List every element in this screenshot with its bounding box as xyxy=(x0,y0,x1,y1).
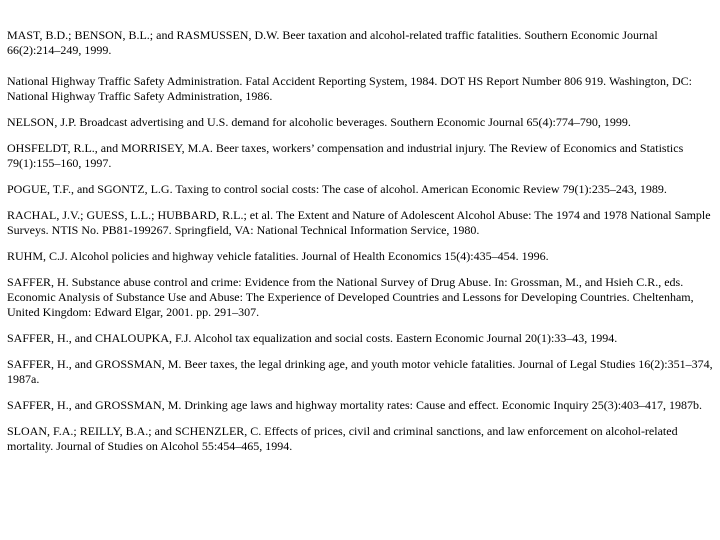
reference-entry-ohsfeldt: OHSFELDT, R.L., and MORRISEY, M.A. Beer taxes, workers’ compensation and industrial injury. The Review of Economics and Statistics 79(1):155–160, 1997. xyxy=(7,141,684,170)
reference-entry-ruhm: RUHM, C.J. Alcohol policies and highway vehicle fatalities. Journal of Health Economics 15(4):435–454. 1996. xyxy=(7,249,549,263)
reference-entry-saffer-grossman-1987b: SAFFER, H., and GROSSMAN, M. Drinking age laws and highway mortality rates: Cause and effect. Economic Inquiry 25(3):403–417, 1987b. xyxy=(7,398,703,412)
reference-entry-nhtsa: National Highway Traffic Safety Administration. Fatal Accident Reporting System, 1984. DOT HS Report Number 806 919. Washington, DC: National Highway Traffic Safety Administration, 1986. xyxy=(7,74,692,103)
reference-entry-mast: MAST, B.D.; BENSON, B.L.; and RASMUSSEN, D.W. Beer taxation and alcohol-related traffic fatalities. Southern Economic Journal 66(2):214–249, 1999. xyxy=(7,28,658,57)
reference-entry-nelson: NELSON, J.P. Broadcast advertising and U.S. demand for alcoholic beverages. Southern Economic Journal 65(4):774–790, 1999. xyxy=(7,115,631,129)
reference-list xyxy=(7,28,713,465)
reference-entry-pogue: POGUE, T.F., and SGONTZ, L.G. Taxing to control social costs: The case of alcohol. American Economic Review 79(1):235–243, 1989. xyxy=(7,182,667,196)
reference-entry-saffer-grossman-1987a: SAFFER, H., and GROSSMAN, M. Beer taxes, the legal drinking age, and youth motor vehicle fatalities. Journal of Legal Studies 16(2):351–374, 1987a. xyxy=(7,357,713,386)
reference-entry-sloan: SLOAN, F.A.; REILLY, B.A.; and SCHENZLER, C. Effects of prices, civil and criminal sanctions, and law enforcement on alcohol-related mortality. Journal of Studies on Alcohol 55:454–465, 1994. xyxy=(7,424,678,453)
reference-entry-rachal: RACHAL, J.V.; GUESS, L.L.; HUBBARD, R.L.; et al. The Extent and Nature of Adolescent Alcohol Abuse: The 1974 and 1978 National Sample Surveys. NTIS No. PB81-199267. Springfield, VA: National Technical Information Service, 1980. xyxy=(7,208,711,237)
reference-entry-saffer-2001: SAFFER, H. Substance abuse control and crime: Evidence from the National Survey of Drug Abuse. In: Grossman, M., and Hsieh C.R., eds. Economic Analysis of Substance Use and Abuse: The Experience of Developed Countries and Lessons for Developing Countries. Cheltenham, United Kingdom: Edward Elgar, 2001. pp. 291–307. xyxy=(7,275,694,319)
reference-entry-saffer-chaloupka: SAFFER, H., and CHALOUPKA, F.J. Alcohol tax equalization and social costs. Eastern Economic Journal 20(1):33–43, 1994. xyxy=(7,331,618,345)
